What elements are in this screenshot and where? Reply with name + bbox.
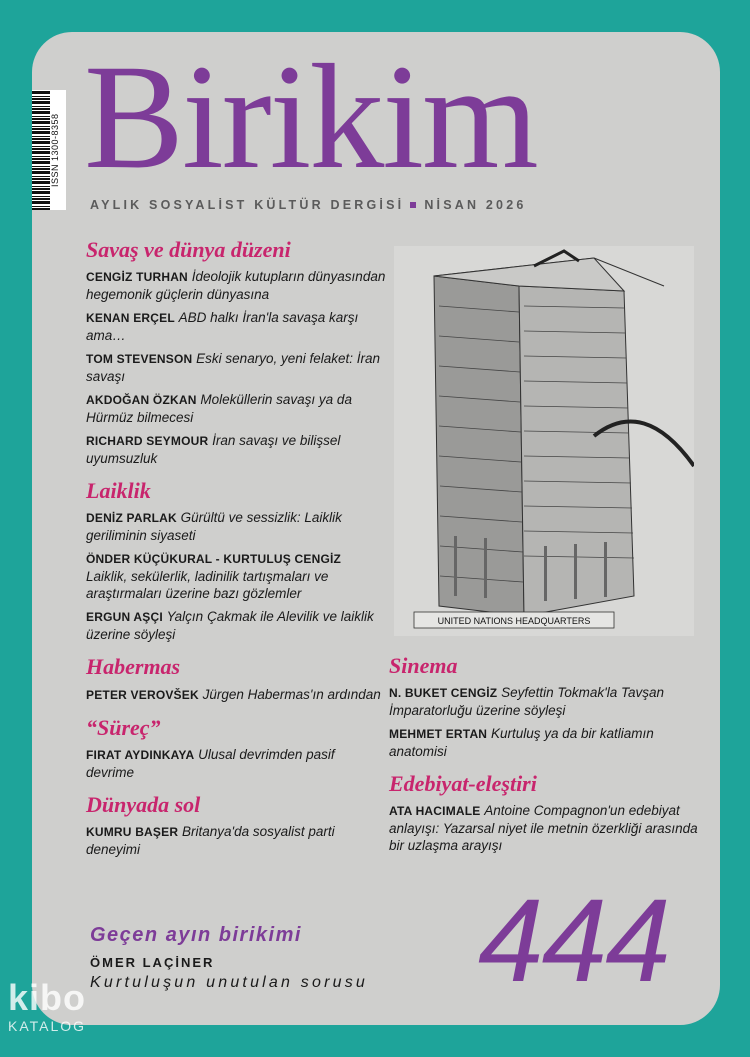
previous-issue-title: Kurtuluşun unutulan sorusu bbox=[90, 974, 368, 991]
article-title: İran savaşı ve bilişsel uyumsuzluk bbox=[86, 433, 341, 467]
section-title: Habermas bbox=[86, 654, 181, 680]
article-title: Britanya'da sosyalist parti deneyimi bbox=[86, 823, 335, 857]
previous-issue bbox=[90, 924, 470, 992]
separator-square bbox=[410, 202, 416, 208]
article-title: ABD halkı İran'la savaşa karşı ama… bbox=[86, 310, 359, 344]
section-process bbox=[86, 716, 386, 781]
barcode bbox=[32, 90, 66, 210]
article-author: N. BUKET CENGİZ bbox=[389, 686, 498, 701]
article-title: İdeolojik kutupların dünyasından hegemonik güçlerin dünyasına bbox=[86, 269, 386, 303]
article-item[interactable] bbox=[86, 608, 386, 643]
section-habermas bbox=[86, 655, 386, 703]
section-title: Edebiyat-eleştiri bbox=[389, 771, 537, 797]
article-author: FIRAT AYDINKAYA bbox=[86, 747, 195, 762]
issn-number: ISSN 1300-8358 bbox=[50, 113, 60, 187]
article-item[interactable] bbox=[86, 746, 386, 781]
previous-issue-label: Geçen ayın birikimi bbox=[90, 924, 302, 946]
contents-left-column bbox=[86, 238, 386, 870]
watermark-logo bbox=[8, 977, 87, 1034]
watermark-brand: kibo bbox=[8, 977, 87, 1018]
article-author: AKDOĞAN ÖZKAN bbox=[86, 393, 197, 408]
article-author: ATA HACIMALE bbox=[389, 804, 481, 819]
article-author: PETER VEROVŠEK bbox=[86, 687, 199, 702]
article-title: Jürgen Habermas'ın ardından bbox=[202, 686, 381, 702]
un-building-illustration bbox=[394, 246, 694, 636]
tagline-text: AYLIK SOSYALİST KÜLTÜR DERGİSİ bbox=[90, 198, 405, 212]
article-item[interactable] bbox=[389, 684, 709, 719]
watermark-sub: KATALOG bbox=[8, 1018, 87, 1034]
article-item[interactable] bbox=[86, 686, 386, 704]
article-author: ERGUN AŞÇI bbox=[86, 610, 163, 625]
previous-issue-author: ÖMER LAÇİNER bbox=[90, 955, 215, 970]
article-item[interactable] bbox=[86, 391, 386, 426]
article-title: Kurtuluş ya da bir katliamın anatomisi bbox=[389, 726, 654, 760]
article-item[interactable] bbox=[86, 432, 386, 467]
article-title: Yalçın Çakmak ile Alevilik ve laiklik üzerine söyleşi bbox=[86, 609, 374, 643]
article-item[interactable] bbox=[389, 725, 709, 760]
article-title: Ulusal devrimden pasif devrime bbox=[86, 746, 335, 780]
issue-number: 444 bbox=[478, 875, 669, 1007]
article-author: KENAN ERÇEL bbox=[86, 311, 175, 326]
article-item[interactable] bbox=[86, 350, 386, 385]
article-author: MEHMET ERTAN bbox=[389, 727, 488, 742]
article-item[interactable] bbox=[86, 550, 386, 602]
contents-right-column bbox=[389, 654, 709, 866]
section-title: Laiklik bbox=[86, 478, 151, 504]
section-title: Savaş ve dünya düzeni bbox=[86, 237, 291, 262]
article-author: ÖNDER KÜÇÜKURAL - KURTULUŞ CENGİZ bbox=[86, 552, 342, 567]
tagline bbox=[90, 198, 690, 212]
article-item[interactable] bbox=[86, 268, 386, 303]
article-title: Laiklik, sekülerlik, ladinilik tartışmaları ve araştırmaları üzerine bazı gözlemler bbox=[86, 569, 329, 602]
article-author: KUMRU BAŞER bbox=[86, 824, 179, 839]
article-title: Gürültü ve sessizlik: Laiklik geriliminin siyaseti bbox=[86, 510, 342, 544]
article-author: RICHARD SEYMOUR bbox=[86, 434, 209, 449]
article-author: TOM STEVENSON bbox=[86, 352, 193, 367]
masthead-title: Birikim bbox=[84, 34, 537, 200]
issue-date: NİSAN 2026 bbox=[424, 198, 527, 212]
article-item[interactable] bbox=[389, 802, 709, 854]
article-title: Seyfettin Tokmak'la Tavşan İmparatorluğu üzerine söyleşi bbox=[389, 685, 665, 719]
magazine-cover bbox=[32, 32, 720, 1025]
section-secularism bbox=[86, 479, 386, 643]
section-cinema bbox=[389, 654, 709, 760]
article-item[interactable] bbox=[86, 823, 386, 858]
building-sign: UNITED NATIONS HEADQUARTERS bbox=[437, 616, 591, 626]
section-literature bbox=[389, 772, 709, 854]
article-author: DENİZ PARLAK bbox=[86, 511, 177, 526]
article-title: Eski senaryo, yeni felaket: İran savaşı bbox=[86, 351, 381, 385]
article-item[interactable] bbox=[86, 509, 386, 544]
article-item[interactable] bbox=[86, 309, 386, 344]
article-author: CENGİZ TURHAN bbox=[86, 270, 188, 285]
section-title: Dünyada sol bbox=[86, 791, 201, 817]
section-world-left bbox=[86, 793, 386, 858]
section-war bbox=[86, 238, 386, 467]
section-title: “Süreç” bbox=[86, 714, 161, 740]
article-title: Antoine Compagnon'un edebiyat anlayışı: Yazarsal niyet ile metnin özerkliği arasında bir uzlaşma arayışı bbox=[389, 803, 698, 854]
article-title: Moleküllerin savaşı ya da Hürmüz bilmecesi bbox=[86, 392, 352, 426]
barcode-bars bbox=[32, 90, 50, 210]
section-title: Sinema bbox=[389, 653, 458, 678]
